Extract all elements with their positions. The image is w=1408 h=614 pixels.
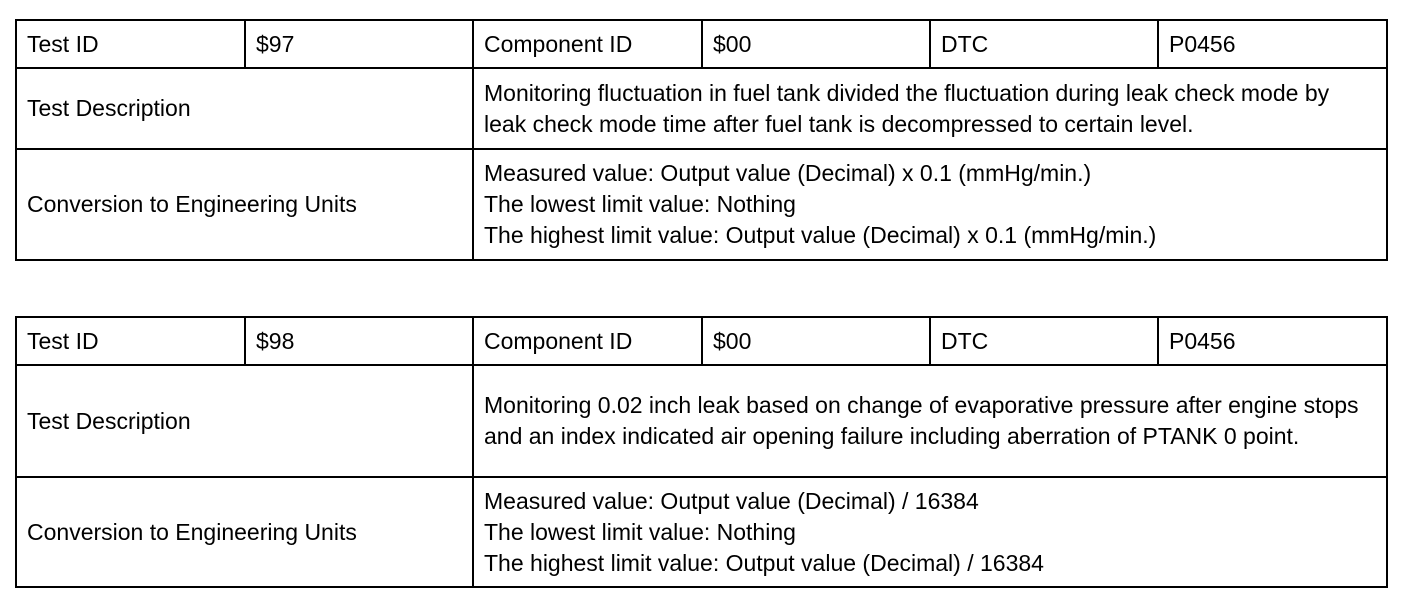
- test-description-label: Test Description: [16, 365, 473, 477]
- description-row: [16, 365, 1387, 477]
- conversion-text: [473, 477, 1387, 587]
- test-spec-table-97: [15, 19, 1388, 261]
- test-spec-table-98: [15, 316, 1388, 588]
- test-description-text: Monitoring 0.02 inch leak based on change of evaporative pressure after engine stops and an index indicated air opening failure including aberration of PTANK 0 point.: [473, 365, 1387, 477]
- measured-value-line: Measured value: Output value (Decimal) / 16384: [484, 487, 979, 514]
- description-row: [16, 68, 1387, 149]
- component-id-value: $00: [702, 317, 930, 365]
- header-row: [16, 20, 1387, 68]
- test-id-label: Test ID: [16, 317, 245, 365]
- conversion-text: [473, 149, 1387, 260]
- test-id-value: $97: [245, 20, 473, 68]
- test-id-label: Test ID: [16, 20, 245, 68]
- conversion-row: [16, 477, 1387, 587]
- dtc-value: P0456: [1158, 317, 1387, 365]
- component-id-value: $00: [702, 20, 930, 68]
- highest-limit-line: The highest limit value: Output value (Decimal) / 16384: [484, 549, 1044, 576]
- conversion-label: Conversion to Engineering Units: [16, 149, 473, 260]
- highest-limit-line: The highest limit value: Output value (Decimal) x 0.1 (mmHg/min.): [484, 222, 1157, 248]
- header-row: [16, 317, 1387, 365]
- test-description-label: Test Description: [16, 68, 473, 149]
- dtc-label: DTC: [930, 317, 1158, 365]
- dtc-value: P0456: [1158, 20, 1387, 68]
- component-id-label: Component ID: [473, 20, 702, 68]
- lowest-limit-line: The lowest limit value: Nothing: [484, 518, 796, 545]
- component-id-label: Component ID: [473, 317, 702, 365]
- dtc-label: DTC: [930, 20, 1158, 68]
- test-id-value: $98: [245, 317, 473, 365]
- lowest-limit-line: The lowest limit value: Nothing: [484, 191, 796, 217]
- measured-value-line: Measured value: Output value (Decimal) x 0.1 (mmHg/min.): [484, 160, 1092, 186]
- conversion-row: [16, 149, 1387, 260]
- test-description-text: Monitoring fluctuation in fuel tank divided the fluctuation during leak check mode by leak check mode time after fuel tank is decompressed to certain level.: [473, 68, 1387, 149]
- conversion-label: Conversion to Engineering Units: [16, 477, 473, 587]
